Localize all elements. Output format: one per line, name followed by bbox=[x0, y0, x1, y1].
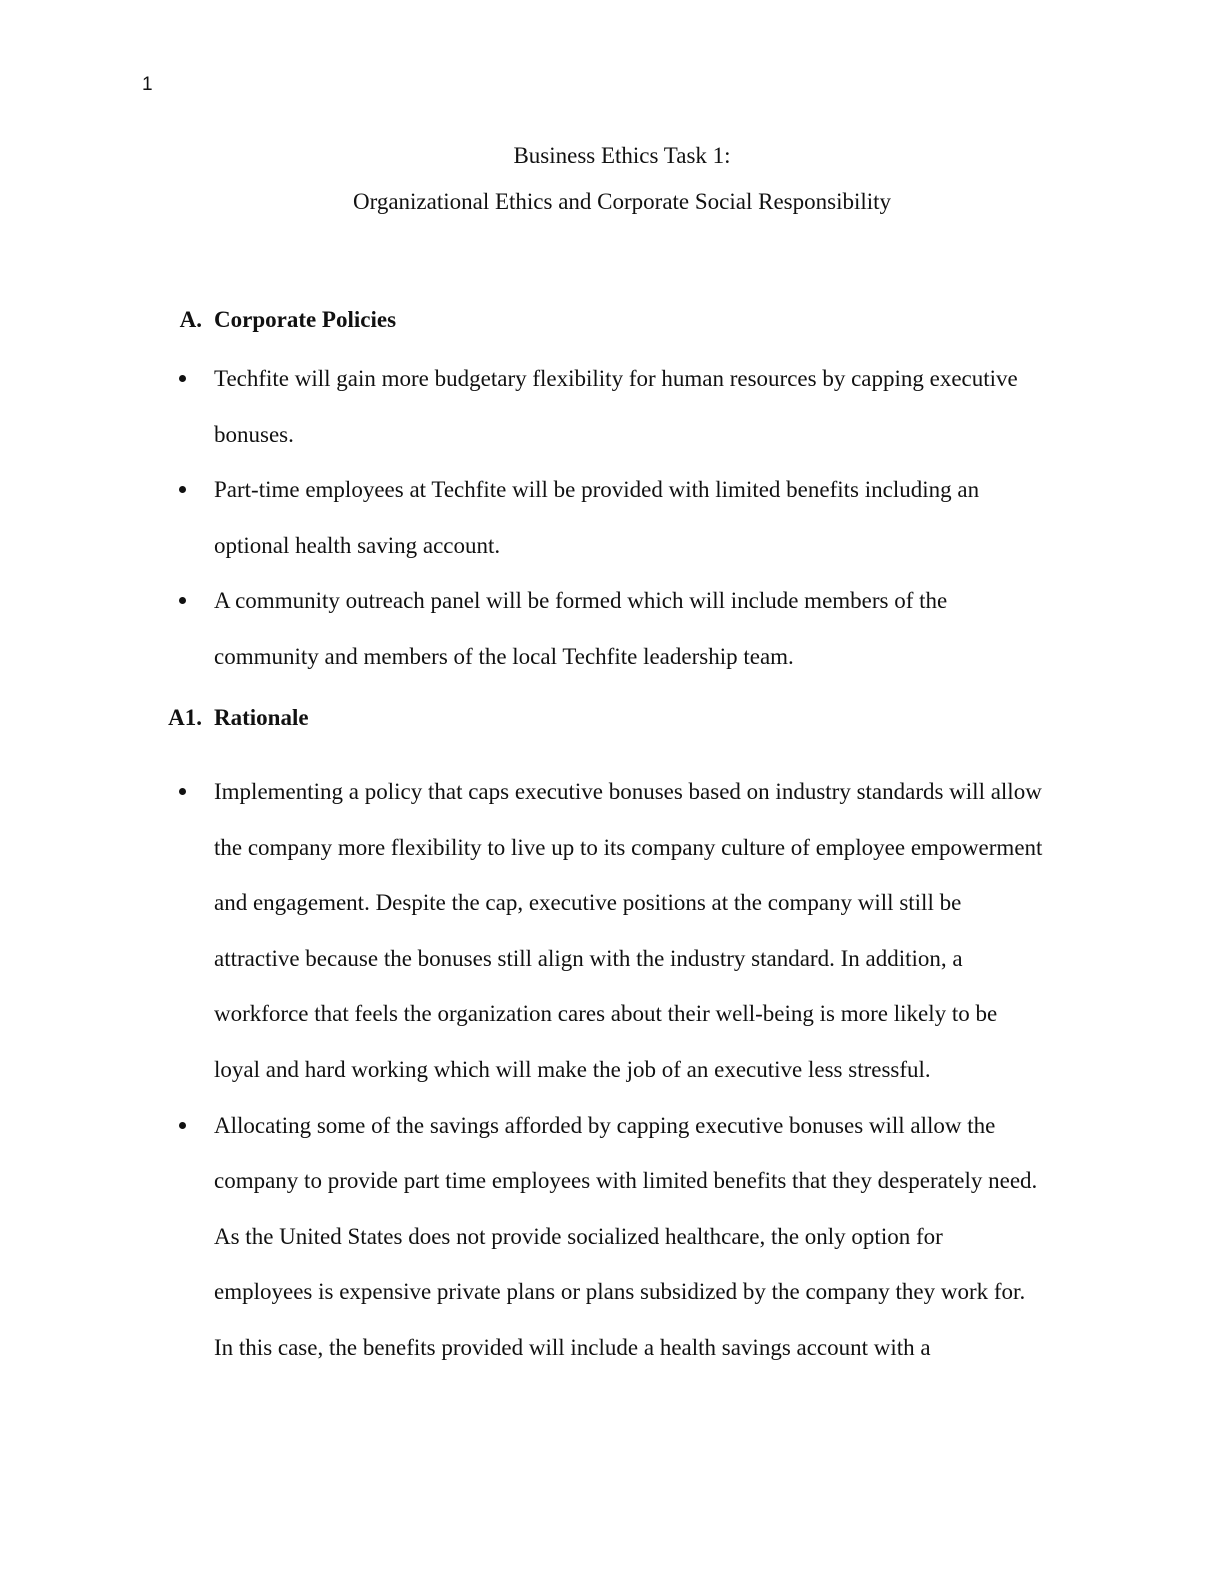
title-line-1: Business Ethics Task 1: bbox=[513, 143, 731, 168]
bullet-icon bbox=[179, 1122, 186, 1129]
list-item bbox=[214, 351, 1044, 462]
section-a1-bullet-list bbox=[214, 764, 1044, 1376]
section-a1-title: Rationale bbox=[214, 705, 309, 730]
list-item-text: A community outreach panel will be formed which will include members of the community and members of the local Techfite leadership team. bbox=[214, 588, 948, 669]
title-line-2: Organizational Ethics and Corporate Social Responsibility bbox=[352, 189, 892, 214]
list-item bbox=[214, 573, 1044, 684]
list-item-text: Implementing a policy that caps executive bonuses based on industry standards will allow the company more flexibility to live up to its company culture of employee empowerment and engagement. Despite the cap, executive positions at the company will still be attractive because the bonuses still align with the industry standard. In addition, a workforce that feels the organization cares about their well-being is more likely to be loyal and hard working which will make the job of an executive less stressful. bbox=[214, 779, 1043, 1082]
section-a1-number: A1. bbox=[168, 705, 202, 730]
page-number: 1 bbox=[142, 74, 153, 95]
list-item bbox=[214, 1098, 1044, 1376]
bullet-icon bbox=[179, 788, 186, 795]
document-title bbox=[0, 140, 1224, 232]
bullet-icon bbox=[179, 597, 186, 604]
section-a-bullet-list bbox=[214, 351, 1044, 685]
section-a-number: A. bbox=[179, 307, 202, 332]
section-a-title: Corporate Policies bbox=[214, 307, 397, 332]
list-item-text: Allocating some of the savings afforded by capping executive bonuses will allow the company to provide part time employees with limited benefits that they desperately need. As the United States does not provide socialized healthcare, the only option for employees is expensive private plans or plans subsidized by the company they work for. In this case, the benefits provided will include a health savings account with a bbox=[214, 1112, 1038, 1360]
section-a-heading bbox=[179, 305, 397, 335]
list-item-text: Part-time employees at Techfite will be provided with limited benefits including an optional health saving account. bbox=[214, 477, 980, 558]
section-a1-heading bbox=[168, 703, 309, 733]
bullet-icon bbox=[179, 375, 186, 382]
list-item-text: Techfite will gain more budgetary flexibility for human resources by capping executive bonuses. bbox=[214, 366, 1018, 447]
list-item bbox=[214, 462, 1044, 573]
list-item bbox=[214, 764, 1044, 1098]
bullet-icon bbox=[179, 486, 186, 493]
